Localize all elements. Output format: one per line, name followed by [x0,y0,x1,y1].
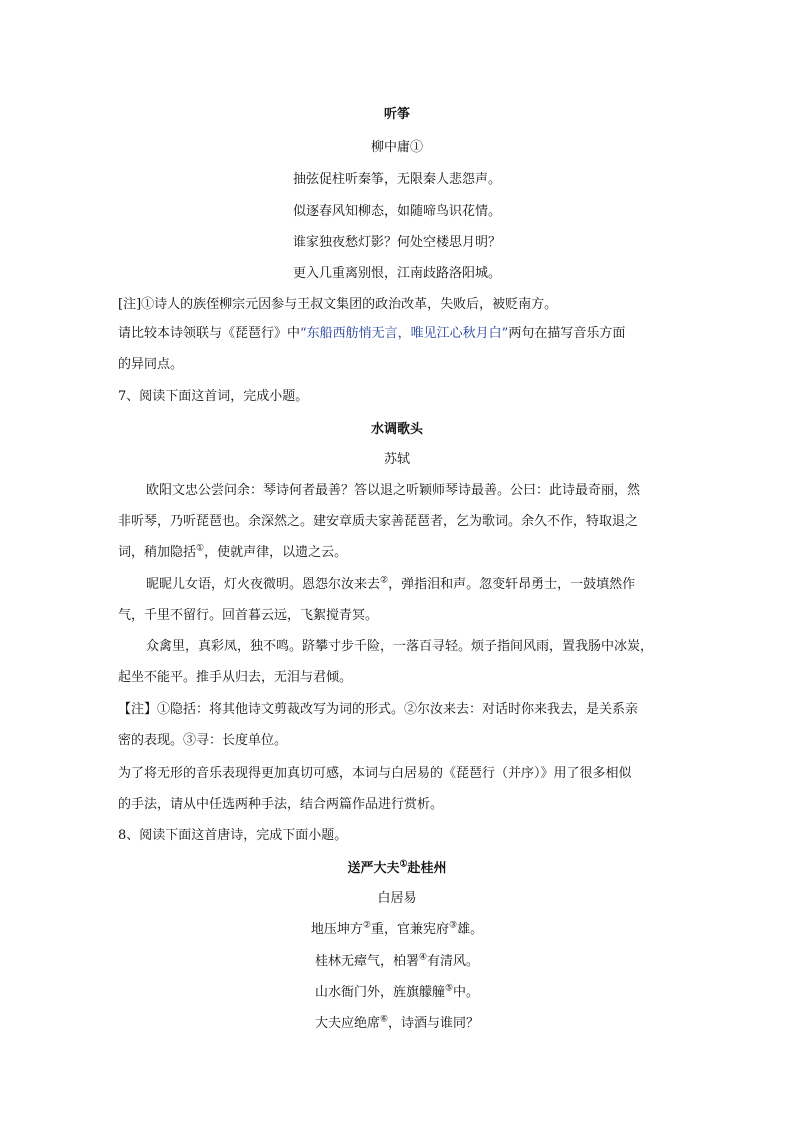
poem-text: 重，官兼宪府 [370,922,449,937]
poem-text: 雄。 [457,922,484,937]
q8-line-1 [0,918,794,937]
title-text: 赴桂州 [407,861,447,876]
poem-text: 有清风。 [427,954,480,969]
footnote-marker: ① [399,859,408,870]
q8-author: 白居易 [377,891,417,906]
q7-question-line-1: 为了将无形的音乐表现得更加真切可感，本词与白居易的《琵琶行（并序）》用了很多相似 [118,766,632,781]
footnote-marker: ① [196,543,205,554]
footnote-marker: ⑤ [444,983,454,994]
preface-text: 词，稍加隐括 [118,545,197,560]
q8-prompt: 8、阅读下面这首唐诗，完成下面小题。 [118,828,348,843]
poem-text: 桂林无瘴气，柏署 [314,954,419,969]
q7-author: 苏轼 [383,452,410,467]
q7-preface-line-1: 欧阳文忠公尝问余：琴诗何者最善？答以退之听颖师琴诗最善。公曰：此诗最奇丽，然 [146,483,641,498]
poem1-note: [注]①诗人的族侄柳宗元因参与王叔文集团的政治改革，失败后，被贬南方。 [118,297,558,312]
footnote-marker: ④ [418,952,428,963]
q7-question-line-2: 的手法，请从中任选两种手法，结合两篇作品进行赏析。 [118,797,444,812]
q7-preface-line-3 [118,541,347,560]
poem1-line-3: 谁家独夜愁灯影？何处空楼思月明？ [292,235,501,250]
q7-body-line-2: 气，千里不留行。回首暮云远，飞絮搅青冥。 [118,608,379,623]
q8-title [0,857,794,876]
q7-body-line-3: 众禽里，真彩凤，独不鸣。跻攀寸步千险，一落百寻轻。烦子指间风雨，置我肠中冰炭， [146,639,654,654]
footnote-marker: ② [380,575,389,586]
question-text: 请比较本诗领联与《琵琶行》中 [118,326,301,341]
footnote-marker: ② [362,920,371,931]
poem1-question-line-2: 的异同点。 [118,357,184,372]
q8-line-4 [0,1012,794,1031]
poem1-question-line-1 [118,322,625,341]
q7-preface-line-2: 非听琴，乃听琵琶也。余深然之。建安章质夫家善琵琶者，乞为歌词。余久不作，特取退之 [118,514,639,529]
poem1-title: 听筝 [383,107,410,122]
poem1-line-1: 抽弦促柱听秦筝，无限秦人悲怨声。 [292,172,501,187]
preface-text: ，使就声律，以遗之云。 [204,545,348,560]
poem-text: 大夫应绝席 [314,1016,380,1031]
footnote-marker: ⑥ [379,1014,389,1025]
question-text: 两句在描写音乐方面 [508,326,626,341]
poem1-line-4: 更入几重离别恨，江南歧路洛阳城。 [292,266,501,281]
q7-note-line-2: 密的表现。③寻：长度单位。 [118,733,288,748]
body-text: 昵昵儿女语，灯火夜微明。恩怨尔汝来去 [146,577,381,592]
q8-line-2 [0,950,794,969]
poem-text: 中。 [453,985,480,1000]
title-text: 送严大夫 [347,861,400,876]
question-quote: “东船西舫悄无言，唯见江心秋月白” [300,326,509,341]
poem-text: 地压坤方 [310,922,363,937]
poem1-line-2: 似逐春风知柳态，如随啼鸟识花情。 [292,204,501,219]
q7-note-line-1: 【注】①隐括：将其他诗文剪裁改写为词的形式。②尔汝来去：对话时你来我去，是关系亲 [118,702,639,717]
poem-text: 山水衙门外，旌旗艨艟 [314,985,445,1000]
q8-line-3 [0,981,794,1000]
q7-body-line-4: 起坐不能平。推手从归去，无泪与君倾。 [118,670,353,685]
poem-text: ，诗酒与谁同？ [388,1016,480,1031]
q7-body-line-1 [146,573,635,592]
footnote-marker: ③ [449,920,458,931]
q7-title: 水调歌头 [370,422,423,437]
poem1-author: 柳中庸① [370,140,423,155]
q7-prompt: 7、阅读下面这首词，完成小题。 [118,389,309,404]
body-text: ，弹指泪和声。忽变轩昂勇士，一鼓填然作 [388,577,636,592]
